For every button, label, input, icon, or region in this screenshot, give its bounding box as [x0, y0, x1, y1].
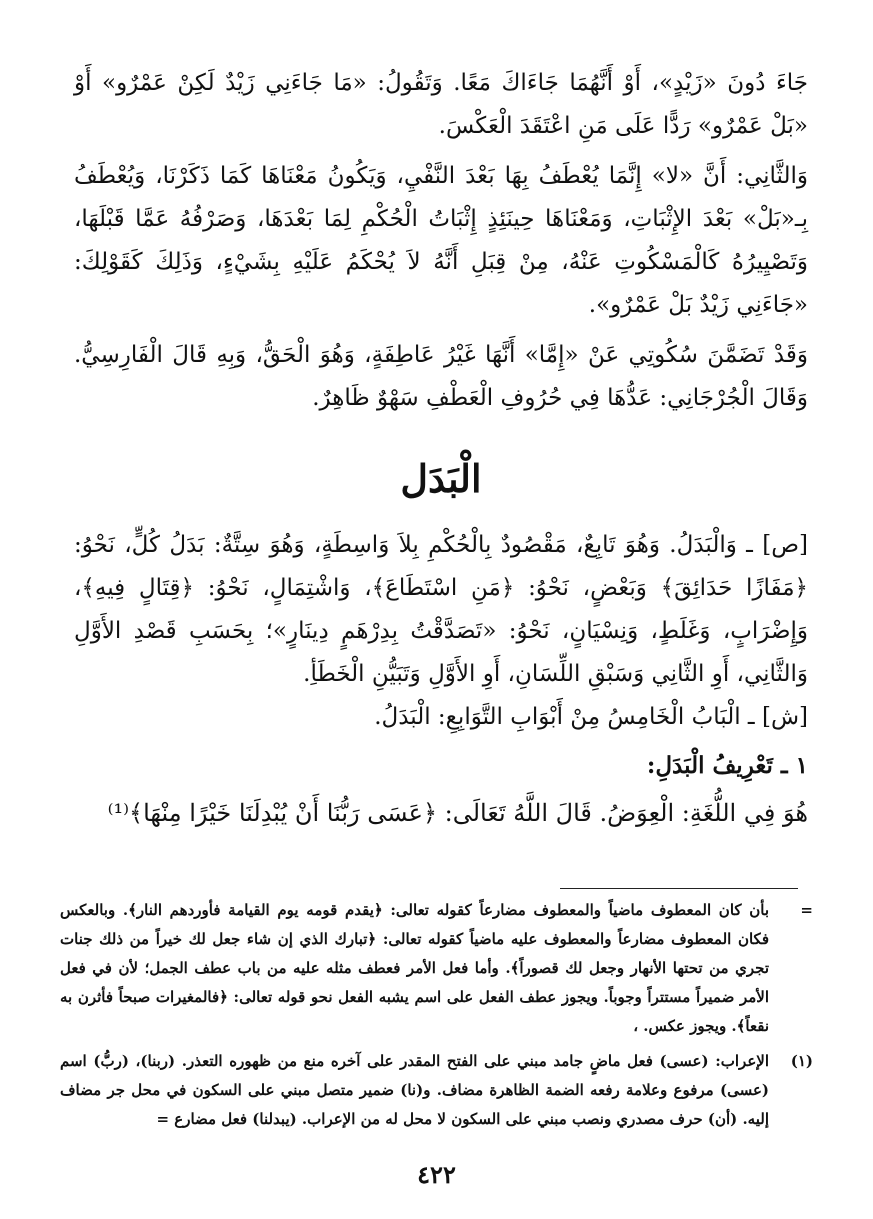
main-text [74, 62, 808, 836]
paragraph-1: جَاءَ دُونَ «زَيْدٍ»، أَوْ أَنَّهُمَا جَاءَاكَ مَعًا. وَتَقُولُ: «مَا جَاءَنِي زَيْدٌ لَكِنْ عَمْرٌو» أَوْ «بَلْ عَمْرٌو» رَدًّا عَلَى مَنِ اعْتَقَدَ الْعَكْسَ. [74, 70, 808, 139]
footnote-divider [560, 888, 798, 889]
footnote-continuation-mark: = [800, 901, 813, 919]
footnote-text: الإعراب: (عسى) فعل ماضٍ جامد مبني على الفتح المقدر على آخره منع من ظهوره التعذر. (ربنا)، (ربُّ) اسم (عسى) مرفوع وعلامة رفعه الضمة الظاهرة مضاف. و(نا) ضمير متصل مبني على السكون في محل جر مضاف إليه. (أن) حرف مصدري ونصب مبني على السكون لا محل له من الإعراب. (يبدلنا) فعل مضارع = [60, 1052, 769, 1128]
footnote-1 [60, 1047, 813, 1134]
footnotes [60, 896, 813, 1134]
section-heading: الْبَدَل [400, 456, 482, 501]
definition-line: هُوَ فِي اللُّغَةِ: الْعِوَضُ. قَالَ اللَّهُ تَعَالَى: ﴿عَسَى رَبُّنَا أَنْ يُبْدِلَنَا خَيْرًا مِنْهَا﴾⁽¹⁾ [107, 799, 808, 827]
footnote-text: بأن كان المعطوف ماضياً والمعطوف مضارعاً كقوله تعالى: ﴿يقدم قومه يوم القيامة فأوردهم النار﴾. وبالعكس فكان المعطوف مضارعاً والمعطوف عليه ماضياً كقوله تعالى: ﴿تبارك الذي إن شاء جعل لك خيراً من ذلك جنات تجري من تحتها الأنهار وجعل لك قصوراً﴾. وأما فعل الأمر فعطف مثله عليه من باب عطف الجمل؛ لأن في فعل الأمر ضميراً مستتراً وجوباً. ويجوز عطف الفعل على اسم يشبه الفعل نحو قوله تعالى: ﴿فالمغيرات صبحاً فأثرن به نقعاً﴾. ويجوز عكس. ، [60, 901, 769, 1035]
matn-text: [ص] ـ وَالْبَدَلُ. وَهُوَ تَابِعٌ، مَقْصُودٌ بِالْحُكْمِ بِلاَ وَاسِطَةٍ، وَهُوَ سِتَّةٌ: بَدَلُ كُلٍّ، نَحْوُ: ﴿مَفَازًا حَدَائِقَ﴾ وَبَعْضٍ، نَحْوُ: ﴿مَنِ اسْتَطَاعَ﴾، وَاشْتِمَالٍ، نَحْوُ: ﴿قِتَالٍ فِيهِ﴾، وَإِضْرَابٍ، وَغَلَطٍ، وَنِسْيَانٍ، نَحْوُ: «تَصَدَّقْتُ بِدِرْهَمٍ دِينَارٍ»؛ بِحَسَبِ قَصْدِ الأَوَّلِ وَالثَّانِي، أَوِ الثَّانِي وَسَبْقِ اللِّسَانِ، أَوِ الأَوَّلِ وَتَبَيُّنِ الْخَطَأِ. [74, 532, 808, 687]
sharh-line: [ش] ـ الْبَابُ الْخَامِسُ مِنْ أَبْوَابِ التَّوَابِعِ: الْبَدَلُ. [374, 704, 808, 730]
page-number: ٤٢٢ [417, 1160, 456, 1189]
paragraph-3: وَقَدْ تَضَمَّنَ سُكُوتِي عَنْ «إِمَّا» أَنَّهَا غَيْرُ عَاطِفَةٍ، وَهُوَ الْحَقُّ، وَبِهِ قَالَ الْفَارِسِيُّ. وَقَالَ الْجُرْجَانِي: عَدُّهَا فِي حُرُوفِ الْعَطْفِ سَهْوٌ ظَاهِرٌ. [74, 342, 808, 411]
footnote-number: (١) [790, 1052, 813, 1070]
subheading: ١ ـ تَعْرِيفُ الْبَدَلِ: [646, 752, 808, 779]
paragraph-2: وَالثَّانِي: أَنَّ «لا» إِنَّمَا يُعْطَفُ بِهَا بَعْدَ النَّفْيِ، وَيَكُونُ مَعْنَاهَا كَمَا ذَكَرْنَا، وَيُعْطَفُ بِـ«بَلْ» بَعْدَ الإِثْبَاتِ، وَمَعْنَاهَا حِينَئِذٍ إِثْبَاتُ الْحُكْمِ لِمَا بَعْدَهَا، وَصَرْفُهُ عَمَّا قَبْلَهَا، وَتَصْيِيرُهُ كَالْمَسْكُوتِ عَنْهُ، مِنْ قِبَلِ أَنَّهُ لاَ يُحْكَمُ عَلَيْهِ بِشَيْءٍ، وَذَلِكَ كَقَوْلِكَ: «جَاءَنِي زَيْدٌ بَلْ عَمْرٌو». [74, 163, 808, 318]
footnote-continued [60, 896, 813, 1041]
